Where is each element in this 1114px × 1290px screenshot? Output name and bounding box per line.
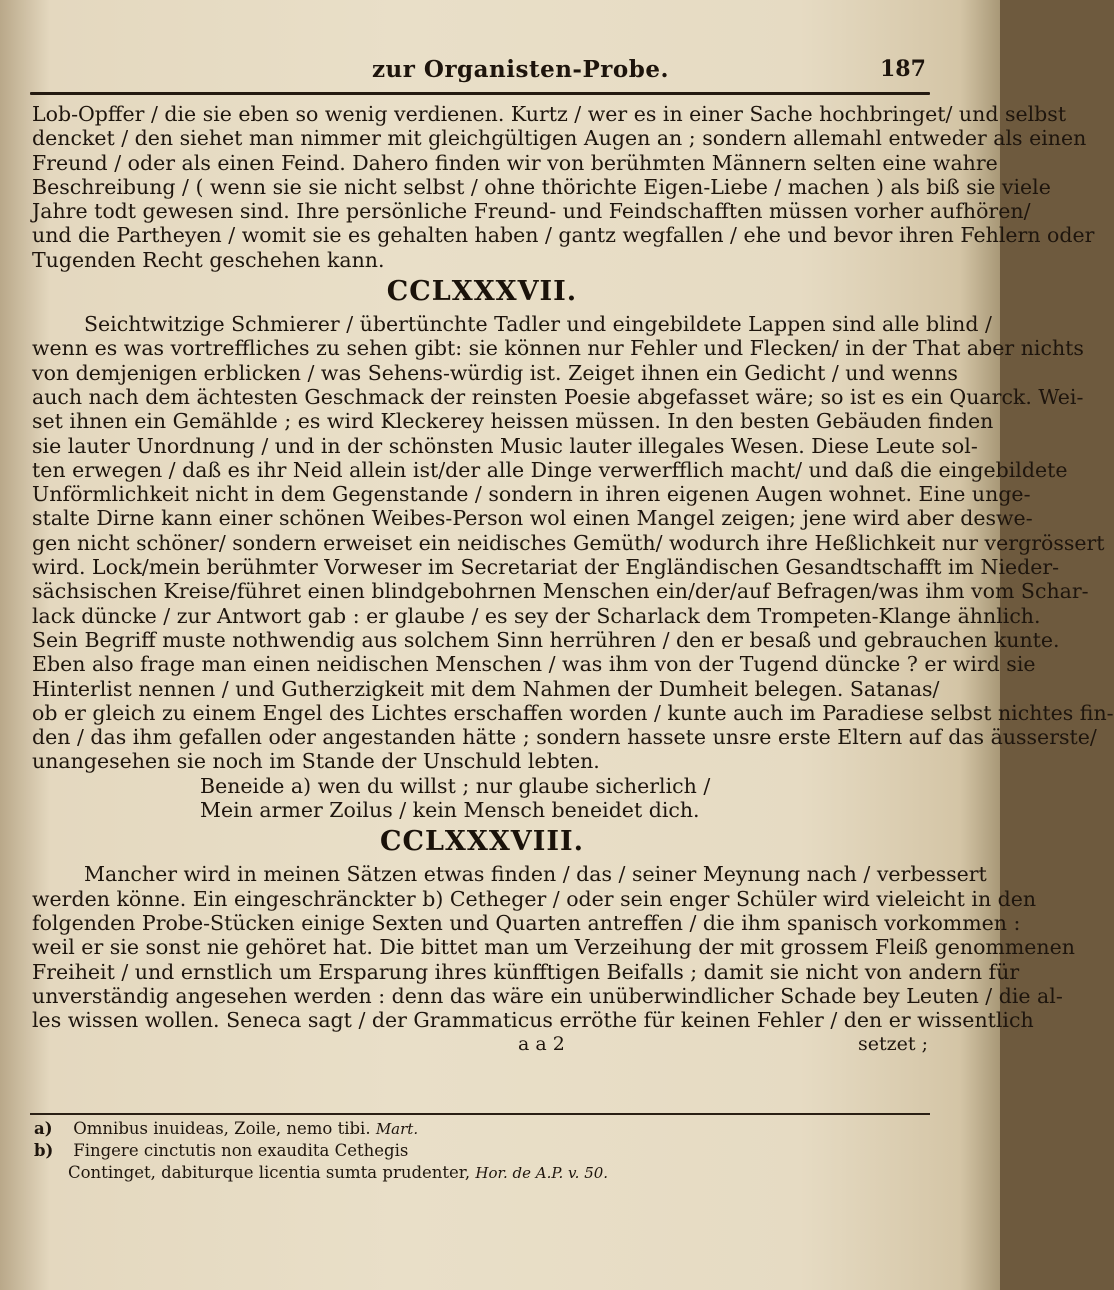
verse-line: Beneide a) wen du willst ; nur glaube sicherlich / <box>200 773 711 798</box>
paragraph-continued <box>32 102 1095 272</box>
text-line: Sein Begriff muste nothwendig aus solchem Sinn herrühren / den er besaß und gebrauchen kunte. <box>32 627 1060 652</box>
section-heading-287: CCLXXXVII. <box>386 276 578 308</box>
text-line: set ihnen ein Gemählde ; es wird Kleckerey heissen müssen. In den besten Gebäuden finden <box>32 409 994 434</box>
body-text <box>32 102 1114 1056</box>
text-line: dencket / den siehet man nimmer mit gleichgültigen Augen an ; sondern allemahl entweder als einen <box>32 126 1087 151</box>
page-number: 187 <box>880 56 926 82</box>
signature-mark: a a 2 <box>518 1033 565 1056</box>
text-line: Mancher wird in meinen Sätzen etwas finden / das / seiner Meynung nach / verbessert <box>84 862 987 887</box>
text-line: weil er sie sonst nie gehöret hat. Die bittet man um Verzeihung der mit grossem Fleiß genommenen <box>32 935 1075 960</box>
footnote-marker: a) <box>34 1119 53 1138</box>
running-head <box>0 56 1000 88</box>
footnote-source: Hor. de A.P. v. 50. <box>475 1164 609 1182</box>
text-line: Freiheit / und ernstlich um Ersparung ihres künfftigen Beifalls ; damit sie nicht von andern für <box>32 959 1020 984</box>
text-line: stalte Dirne kann einer schönen Weibes-Person wol einen Mangel zeigen; jene wird aber deswe- <box>32 506 1033 531</box>
verse-quote <box>32 774 932 823</box>
text-line: Jahre todt gewesen sind. Ihre persönliche Freund- und Feindschafften müssen vorher aufhören/ <box>32 199 1031 224</box>
text-line: Beschreibung / ( wenn sie sie nicht selbst / ohne thörichte Eigen-Liebe / machen ) als biß sie viele <box>32 174 1051 199</box>
text-line: auch nach dem ächtesten Geschmack der reinsten Poesie abgefasset wäre; so ist es ein Quarck. Wei- <box>32 384 1084 409</box>
text-line: Lob-Opffer / die sie eben so wenig verdienen. Kurtz / wer es in einer Sache hochbringet/ und selbst <box>32 102 1067 126</box>
footnotes <box>34 1118 914 1184</box>
footnote-rule <box>30 1113 930 1115</box>
footnote-b <box>34 1140 914 1162</box>
running-title: zur Organisten-Probe. <box>372 56 669 83</box>
text-line: lack düncke / zur Antwort gab : er glaube / es sey der Scharlack dem Trompeten-Klange ähnlich. <box>32 603 1041 628</box>
text-line: Hinterlist nennen / und Gutherzigkeit mit dem Nahmen der Dumheit belegen. Satanas/ <box>32 676 940 701</box>
text-line: wenn es was vortreffliches zu sehen gibt: sie können nur Fehler und Flecken/ in der That aber nichts <box>32 336 1084 361</box>
text-line: Freund / oder als einen Feind. Dahero finden wir von berühmten Männern selten eine wahre <box>32 150 998 175</box>
text-line: unangesehen sie noch im Stande der Unschuld lebten. <box>32 749 600 774</box>
footnote-text: Continget, dabiturque licentia sumta prudenter, <box>68 1163 471 1182</box>
text-line: und die Partheyen / womit sie es gehalten haben / gantz wegfallen / ehe und bevor ihren Fehlern oder <box>32 223 1095 248</box>
text-line: Tugenden Recht geschehen kann. <box>32 247 385 272</box>
text-line: ob er gleich zu einem Engel des Lichtes erschaffen worden / kunte auch im Paradiese selbst nichtes fin- <box>32 700 1114 725</box>
text-line: les wissen wollen. Seneca sagt / der Grammaticus erröthe für keinen Fehler / den er wissentlich <box>32 1008 1034 1033</box>
text-line: folgenden Probe-Stücken einige Sexten und Quarten antreffen / die ihm spanisch vorkommen : <box>32 910 1021 935</box>
paragraph-287 <box>32 312 1114 774</box>
text-line: den / das ihm gefallen oder angestanden hätte ; sondern hassete unsre erste Eltern auf das äusserste/ <box>32 725 1097 750</box>
text-line: von demjenigen erblicken / was Sehens-würdig ist. Zeiget ihnen ein Gedicht / und wenns <box>32 360 958 385</box>
text-line: Eben also frage man einen neidischen Menschen / was ihm von der Tugend düncke ? er wird sie <box>32 652 1036 677</box>
footnote-a <box>34 1118 914 1140</box>
text-line: ten erwegen / daß es ihr Neid allein ist/der alle Dinge verwerfflich macht/ und daß die eingebildete <box>32 457 1068 482</box>
footnote-text: Omnibus inuideas, Zoile, nemo tibi. <box>73 1119 371 1138</box>
footnote-text: Fingere cinctutis non exaudita Cethegis <box>73 1141 409 1160</box>
footnote-source: Mart. <box>375 1120 419 1138</box>
section-heading-288: CCLXXXVIII. <box>379 826 585 858</box>
text-line: wird. Lock/mein berühmter Vorweser im Secretariat der Engländischen Gesandtschafft im Nieder- <box>32 555 1060 580</box>
signature-row <box>32 1032 932 1056</box>
text-line: gen nicht schöner/ sondern erweiset ein neidisches Gemüth/ wodurch ihre Heßlichkeit nur vergrössert <box>32 530 1105 555</box>
text-line: sie lauter Unordnung / und in der schönsten Music lauter illegales Wesen. Diese Leute sol- <box>32 433 978 458</box>
footnote-marker: b) <box>34 1141 54 1160</box>
text-line: unverständig angesehen werden : denn das wäre ein unüberwindlicher Schade bey Leuten / die al- <box>32 983 1063 1008</box>
verse-line: Mein armer Zoilus / kein Mensch beneidet dich. <box>200 798 700 823</box>
catchword: setzet ; <box>858 1033 928 1056</box>
text-line: sächsischen Kreise/führet einen blindgebohrnen Menschen ein/der/auf Befragen/was ihm vom Schar- <box>32 579 1089 604</box>
footnote-b-continued <box>34 1162 914 1184</box>
text-line: werden könne. Ein eingeschränckter b) Cetheger / oder sein enger Schüler wird vieleicht in den <box>32 886 1037 911</box>
text-line: Unförmlichkeit nicht in dem Gegenstande / sondern in ihren eigenen Augen wohnet. Eine unge- <box>32 482 1031 507</box>
header-rule <box>30 92 930 95</box>
text-line: Seichtwitzige Schmierer / übertünchte Tadler und eingebildete Lappen sind alle blind / <box>84 312 992 337</box>
paragraph-288 <box>32 862 1075 1033</box>
